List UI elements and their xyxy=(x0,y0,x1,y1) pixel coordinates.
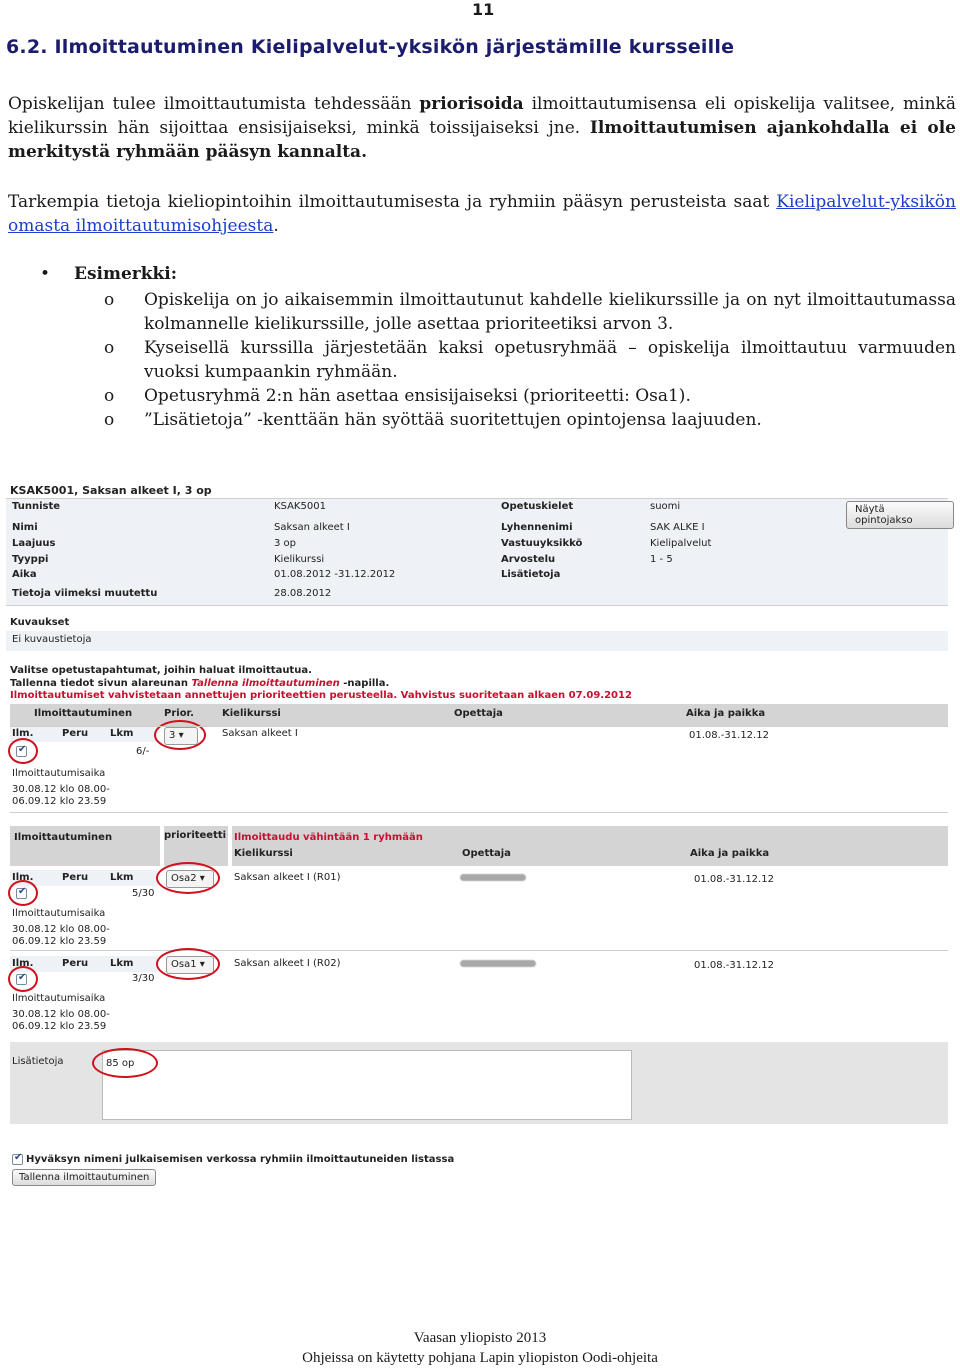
course-time: 01.08.-31.12.12 xyxy=(694,874,774,885)
enrolled-count: 5/30 xyxy=(132,888,155,899)
para2-text-2: . xyxy=(273,216,279,236)
para1-bold-priorisoida: priorisoida xyxy=(419,94,524,114)
info-value: 01.08.2012 -31.12.2012 xyxy=(274,569,396,580)
list-marker: o xyxy=(104,338,115,358)
registration-period-start: 30.08.12 klo 08.00- xyxy=(12,1009,110,1020)
course-name: Saksan alkeet I xyxy=(222,728,298,739)
extra-info-label: Lisätietoja xyxy=(12,1056,64,1067)
description-panel xyxy=(6,631,948,651)
registration-screenshot xyxy=(6,476,954,1196)
info-label: Tunniste xyxy=(12,501,61,512)
section-heading: 6.2. Ilmoittautuminen Kielipalvelut-yksikön järjestämille kursseille xyxy=(6,36,735,58)
registration-period-label: Ilmoittautumisaika xyxy=(12,908,106,919)
instructions-link[interactable]: Kielipalvelut-yksikön omasta ilmoittautumisohjeesta xyxy=(8,192,956,236)
info-value: Kielikurssi xyxy=(274,554,325,565)
description-value: Ei kuvaustietoja xyxy=(12,634,92,645)
highlight-ring xyxy=(92,1048,158,1078)
redacted-teacher-name xyxy=(460,960,536,967)
list-marker: o xyxy=(104,290,115,310)
example-item: Opiskelija on jo aikaisemmin ilmoittautunut kahdelle kielikurssille ja on nyt ilmoittautumassa kolmannelle kielikurssille, jolle asettaa prioriteetiksi arvon 3. xyxy=(144,290,956,334)
highlight-ring xyxy=(8,738,38,764)
highlight-ring xyxy=(154,720,206,750)
info-label: Nimi xyxy=(12,522,38,533)
page-number: 11 xyxy=(472,0,495,19)
registration-period-end: 06.09.12 klo 23.59 xyxy=(12,796,107,807)
info-label: Arvostelu xyxy=(501,554,556,565)
consent-checkbox[interactable] xyxy=(12,1154,23,1165)
highlight-ring xyxy=(8,880,38,906)
example-heading: Esimerkki: xyxy=(74,264,178,284)
info-label: Laajuus xyxy=(12,538,56,549)
info-value: Kielipalvelut xyxy=(650,538,712,549)
updated-label: Tietoja viimeksi muutettu xyxy=(12,588,158,599)
instruction-select: Valitse opetustapahtumat, joihin haluat ilmoittautua. xyxy=(10,665,312,676)
table2-warning: Ilmoittaudu vähintään 1 ryhmään xyxy=(234,832,423,843)
info-label: Lisätietoja xyxy=(501,569,561,580)
extra-info-textarea[interactable] xyxy=(102,1050,632,1120)
divider xyxy=(10,950,948,951)
registration-period-end: 06.09.12 klo 23.59 xyxy=(12,1021,107,1032)
table1-header-time: Aika ja paikka xyxy=(686,708,766,719)
info-label: Tyyppi xyxy=(12,554,49,565)
list-marker: o xyxy=(104,386,115,406)
registration-period-end: 06.09.12 klo 23.59 xyxy=(12,936,107,947)
table1-header-teacher: Opettaja xyxy=(454,708,503,719)
col-peru: Peru xyxy=(62,728,89,739)
divider xyxy=(6,498,948,499)
table2-header-priority: prioriteetti xyxy=(164,830,227,841)
info-value: Saksan alkeet I xyxy=(274,522,350,533)
info-label: Opetuskielet xyxy=(501,501,574,512)
redacted-teacher-name xyxy=(460,874,526,881)
priority-value: 3 xyxy=(169,730,176,741)
bullet-icon: • xyxy=(40,264,51,284)
chevron-down-icon: ▾ xyxy=(178,730,184,741)
para1-text-1: Opiskelijan tulee ilmoittautumista tehdessään xyxy=(8,94,420,114)
enrolled-count: 6/- xyxy=(136,746,150,757)
registration-period-start: 30.08.12 klo 08.00- xyxy=(12,784,110,795)
highlight-ring xyxy=(156,862,220,894)
divider xyxy=(10,812,948,813)
col-lkm: Lkm xyxy=(110,728,134,739)
highlight-ring xyxy=(8,966,38,992)
instruction-save-suffix: -napilla. xyxy=(339,678,390,689)
course-time: 01.08.-31.12.12 xyxy=(689,730,769,741)
info-label: Vastuuyksikkö xyxy=(501,538,583,549)
course-time: 01.08.-31.12.12 xyxy=(694,960,774,971)
priority-value: Osa1 xyxy=(171,959,197,970)
col-peru: Peru xyxy=(62,872,89,883)
info-value: 3 op xyxy=(274,538,297,549)
para1-bold-note: Ilmoittautumisen ajankohdalla ei ole merkitystä ryhmään pääsyn kannalta. xyxy=(8,118,956,162)
col-lkm: Lkm xyxy=(110,872,134,883)
updated-value: 28.08.2012 xyxy=(274,588,332,599)
instruction-save xyxy=(10,678,389,689)
example-item: Kyseisellä kurssilla järjestetään kaksi opetusryhmää – opiskelija ilmoittautuu varmuuden vuoksi kumpaankin ryhmään. xyxy=(144,338,956,382)
table1-header-prior: Prior. xyxy=(164,708,194,719)
para2-text-1: Tarkempia tietoja kieliopintoihin ilmoittautumisesta ja ryhmiin pääsyn perusteista saat xyxy=(8,192,777,212)
description-label: Kuvaukset xyxy=(10,617,70,628)
registration-period-start: 30.08.12 klo 08.00- xyxy=(12,924,110,935)
priority-value: Osa2 xyxy=(171,873,197,884)
table2-header-teacher: Opettaja xyxy=(462,848,511,859)
divider xyxy=(10,726,948,727)
table2-header-course: Kielikurssi xyxy=(234,848,293,859)
instruction-save-text: Tallenna tiedot sivun alareunan xyxy=(10,678,192,689)
course-title: KSAK5001, Saksan alkeet I, 3 op xyxy=(10,484,212,497)
table2-header-ilmoittautuminen: Ilmoittautuminen xyxy=(14,832,113,843)
info-value: 1 - 5 xyxy=(650,554,673,565)
footer-university: Vaasan yliopisto 2013 xyxy=(413,1330,547,1346)
table2-header xyxy=(10,826,948,866)
example-item: Opetusryhmä 2:n hän asettaa ensisijaiseksi (prioriteetti: Osa1). xyxy=(144,386,691,406)
registration-period-label: Ilmoittautumisaika xyxy=(12,768,106,779)
col-ilm: Ilm. xyxy=(12,728,34,739)
extra-info-value: 85 op xyxy=(106,1058,135,1069)
col-peru: Peru xyxy=(62,958,89,969)
info-label: Aika xyxy=(12,569,37,580)
table1-header-ilmoittautuminen: Ilmoittautuminen xyxy=(34,708,133,719)
instruction-save-button-ref: Tallenna ilmoittautuminen xyxy=(191,678,340,689)
paragraph-prioritize xyxy=(8,92,956,164)
list-marker: o xyxy=(104,410,115,430)
example-item: ”Lisätietoja” -kenttään hän syöttää suoritettujen opintojensa laajuuden. xyxy=(144,410,762,430)
paragraph-more-info xyxy=(8,190,956,238)
divider xyxy=(228,826,232,866)
info-value: SAK ALKE I xyxy=(650,522,705,533)
col-ilm: Ilm. xyxy=(12,958,34,969)
divider xyxy=(6,605,948,606)
col-ilm: Ilm. xyxy=(12,872,34,883)
col-lkm: Lkm xyxy=(110,958,134,969)
course-group-name: Saksan alkeet I (R02) xyxy=(234,958,341,969)
consent-label: Hyväksyn nimeni julkaisemisen verkossa ryhmiin ilmoittautuneiden listassa xyxy=(26,1154,455,1165)
save-registration-button[interactable]: Tallenna ilmoittautuminen xyxy=(12,1169,156,1186)
course-group-name: Saksan alkeet I (R01) xyxy=(234,872,341,883)
info-value: KSAK5001 xyxy=(274,501,326,512)
chevron-down-icon: ▾ xyxy=(199,873,205,884)
registration-period-label: Ilmoittautumisaika xyxy=(12,993,106,1004)
footer-credits: Ohjeissa on käytetty pohjana Lapin yliopiston Oodi-ohjeita xyxy=(302,1350,658,1366)
confirmation-note: Ilmoittautumiset vahvistetaan annettujen prioriteettien perusteella. Vahvistus suoritetaan alkaen 07.09.2012 xyxy=(10,690,632,701)
table2-header-time: Aika ja paikka xyxy=(690,848,770,859)
para1-text-2: ilmoittautumisensa eli opiskelija valitsee, minkä kielikurssin hän sijoittaa ensisijaiseksi, minkä toissijaiseksi jne. xyxy=(8,94,956,138)
info-label: Lyhennenimi xyxy=(501,522,573,533)
enrolled-count: 3/30 xyxy=(132,973,155,984)
show-studies-button[interactable]: Näytä opintojakso xyxy=(846,501,954,529)
chevron-down-icon: ▾ xyxy=(199,959,205,970)
table1-header-course: Kielikurssi xyxy=(222,708,281,719)
highlight-ring xyxy=(156,948,220,980)
info-value: suomi xyxy=(650,501,681,512)
